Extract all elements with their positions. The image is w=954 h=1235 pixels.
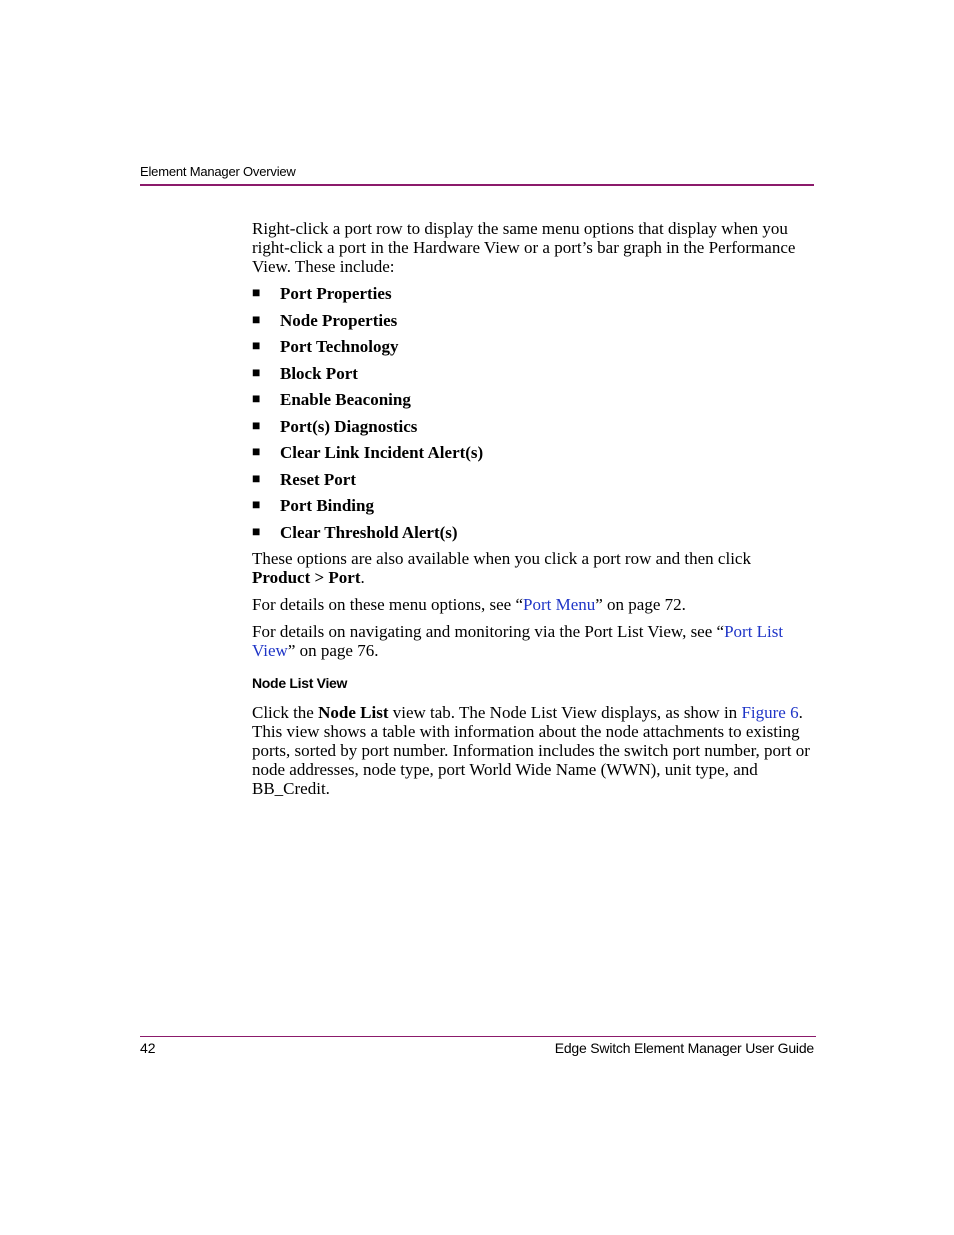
bullet-icon: ■ (252, 471, 261, 487)
bullet-icon: ■ (252, 339, 261, 354)
port-menu-link[interactable]: Port Menu (523, 595, 596, 614)
list-item (252, 443, 814, 470)
list-item (252, 311, 814, 338)
menu-option-label: Block Port (280, 363, 358, 383)
list-item (252, 337, 814, 364)
list-item (252, 496, 814, 523)
list-item (252, 364, 814, 391)
details-menu-paragraph (252, 595, 814, 614)
port-list-view-link[interactable]: Port List View (252, 622, 784, 660)
bullet-icon: ■ (252, 498, 261, 513)
list-item (252, 523, 814, 550)
bullet-icon: ■ (252, 445, 261, 460)
menu-option-label: Node Properties (280, 310, 398, 330)
bullet-icon: ■ (252, 312, 261, 328)
node-list-post: . This view shows a table with information about the node attachments to existing ports, sorted by port number. Information includes the switch port number, port or node addresses, node type, port World Wide Name (WWN), unit type, and BB_Credit. (252, 703, 810, 798)
bullet-icon: ■ (252, 418, 261, 434)
node-list-mid: view tab. The Node List View displays, as show in (388, 703, 742, 722)
menu-option-label: Port Properties (280, 284, 392, 303)
menu-options-list (252, 284, 814, 549)
menu-option-label: Clear Link Incident Alert(s) (280, 443, 484, 462)
bullet-icon: ■ (252, 365, 261, 381)
running-head: Element Manager Overview (140, 164, 296, 179)
node-list-paragraph (252, 703, 814, 798)
menu-path: Product > Port (252, 568, 361, 587)
menu-option-label: Port Binding (280, 496, 374, 515)
list-item (252, 284, 814, 311)
list-item (252, 470, 814, 497)
details-navigation-post: ” on page 76. (287, 641, 379, 660)
section-heading: Node List View (252, 675, 348, 691)
menu-option-label: Clear Threshold Alert(s) (280, 522, 458, 542)
details-navigation-pre: For details on navigating and monitoring via the Port List View, see “ (252, 622, 725, 641)
sentence-end: . (360, 568, 365, 587)
node-list-tab-name: Node List (318, 703, 389, 722)
also-available-paragraph (252, 549, 814, 587)
page-body (252, 219, 814, 806)
details-menu-post: ” on page 72. (595, 595, 686, 614)
list-item (252, 417, 814, 444)
menu-option-label: Port(s) Diagnostics (280, 416, 418, 436)
details-navigation-paragraph (252, 622, 814, 660)
intro-paragraph: Right-click a port row to display the same menu options that display when you right-click a port in the Hardware View or a port’s bar graph in the Performance View. These include: (252, 219, 796, 276)
page-number: 42 (140, 1040, 156, 1056)
bullet-icon: ■ (252, 524, 261, 540)
details-menu-pre: For details on these menu options, see “ (252, 595, 524, 614)
footer-rule (140, 1036, 816, 1037)
menu-option-label: Port Technology (280, 337, 399, 356)
menu-option-label: Reset Port (280, 469, 356, 489)
bullet-icon: ■ (252, 392, 261, 407)
figure-6-link[interactable]: Figure 6 (741, 703, 799, 722)
header-rule (140, 184, 814, 186)
node-list-pre: Click the (252, 703, 319, 722)
also-available-text: These options are also available when you click a port row and then click (252, 549, 751, 568)
bullet-icon: ■ (252, 286, 261, 301)
list-item (252, 390, 814, 417)
footer-guide-title: Edge Switch Element Manager User Guide (554, 1040, 814, 1056)
menu-option-label: Enable Beaconing (280, 390, 411, 409)
